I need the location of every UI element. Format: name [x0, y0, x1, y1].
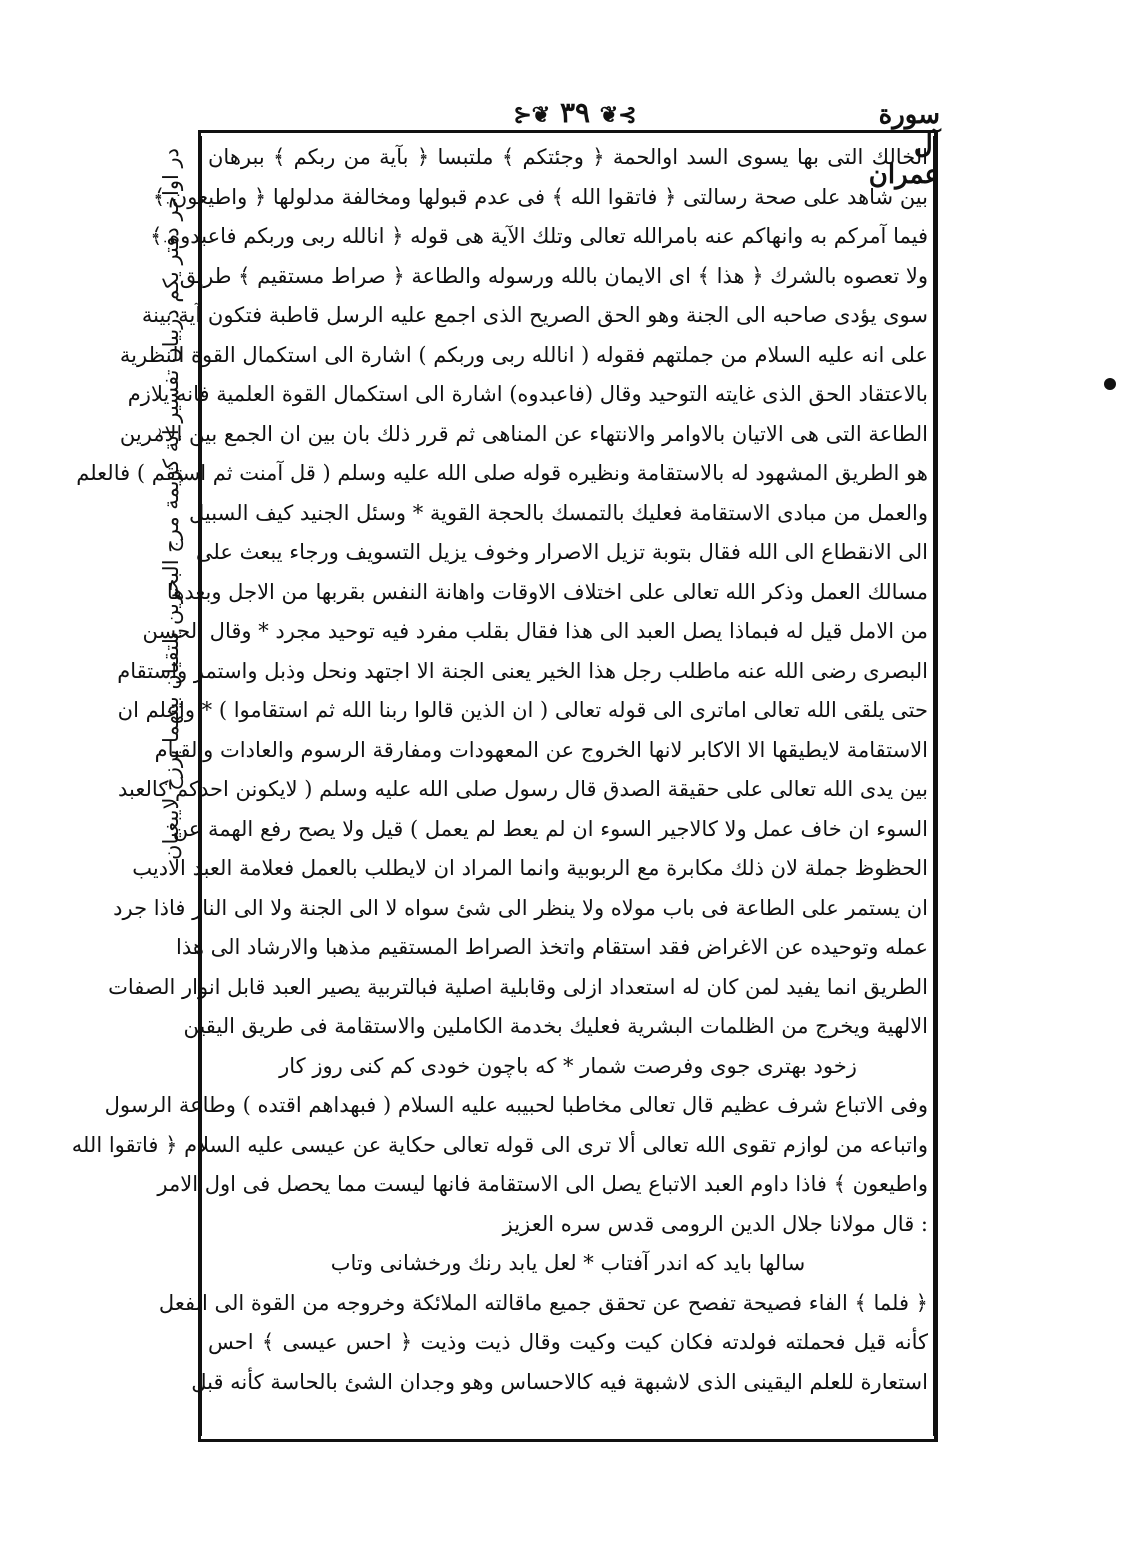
- text-line: استعارة للعلم اليقينى الذى لاشبهة فيه كالاحساس وهو وجدان الشئ بالحاسة كأنه قبل: [191, 1369, 928, 1394]
- text-line: البصرى رضى الله عنه ماطلب رجل هذا الخير يعنى الجنة الا اجتهد ونحل وذبل واستمر واستقام: [117, 658, 928, 683]
- persian-verse: زخود بهترى جوى وفرصت شمار * كه باچون خودى كم كنى روز كار: [279, 1053, 857, 1078]
- text-line: الالهية ويخرج من الظلمات البشرية فعليك بخدمة الكاملين والاستقامة فى طريق اليقين: [183, 1014, 928, 1038]
- text-line: الاستقامة لايطيقها الا الاكابر لانها الخروج عن المعهودات ومفارقة الرسوم والعادات والقيام: [154, 737, 928, 762]
- text-line: بالاعتقاد الحق الذى غايته التوحيد وقال (فاعبدوه) اشارة الى استكمال القوة العلمية فانه يلازم: [127, 382, 928, 406]
- text-line: فيما آمركم به وانهاكم عنه بامرالله تعالى وتلك الآية هى قوله ﴿ انالله ربى وربكم فاعبدوه ﴾: [150, 224, 928, 248]
- text-line: الحظوظ جملة لان ذلك مكابرة مع الربوبية وانما المراد ان لايطلب بالعمل فعلامة العبد الاديب: [132, 856, 928, 880]
- persian-verse: سالها بايد كه اندر آفتاب * لعل يابد رنك ورخشانى وتاب: [330, 1251, 806, 1275]
- text-line: واتباعه من لوازم تقوى الله تعالى ألا ترى الى قوله تعالى حكاية عن عيسى عليه السلام ﴿ فاتقوا الله: [71, 1132, 928, 1157]
- text-line: السوء ان خاف عمل ولا كالاجير السوء ان لم يعط لم يعمل ) قيل ولا يصح رفع الهمة عن: [172, 816, 928, 841]
- page-number-header: [500, 96, 650, 129]
- text-line: سوى يؤدى صاحبه الى الجنة وهو الحق الصريح الذى اجمع عليه الرسل قاطبة فتكون آية بينة: [141, 303, 928, 327]
- ornament-right-icon: ⊱❦: [513, 102, 551, 128]
- surah-title: سورة آل عمران: [868, 100, 940, 190]
- text-line: ولا تعصوه بالشرك ﴿ هذا ﴾ اى الايمان بالله ورسوله والطاعة ﴿ صراط مستقيم ﴾ طريق: [179, 263, 928, 288]
- text-line: عمله وتوحيده عن الاغراض فقد استقام واتخذ الصراط المستقيم مذهبا والارشاد الى هذا: [175, 935, 928, 959]
- text-line: بين يدى الله تعالى على حقيقة الصدق قال رسول صلى الله عليه وسلم ( لايكونن احدكم كالعبد: [118, 777, 928, 801]
- text-line: الى الانقطاع الى الله فقال بتوبة تزيل الاصرار وخوف يزيل التسويف ورجاء يبعث على: [195, 540, 928, 564]
- text-line: كأنه قيل فحملته فولدته فكان كيت وكيت وقال ذيت وذيت ﴿ احس عيسى ﴾ احس: [208, 1330, 928, 1354]
- text-line: الطريق انما يفيد لمن كان له استعداد ازلى وقابلية اصلية فبالتربية يصير العبد قابل انوار الصفات: [108, 974, 928, 999]
- text-line: مسالك العمل وذكر الله تعالى على اختلاف الاوقات واهانة النفس بقربها من الاجل وبعدها: [166, 579, 928, 604]
- text-line: بين شاهد على صحة رسالتى ﴿ فاتقوا الله ﴾ فى عدم قبولها ومخالفة مدلولها ﴿ واطيعون ﴾: [152, 184, 928, 209]
- text-line: على انه عليه السلام من جملتهم فقوله ( انالله ربى وربكم ) اشارة الى استكمال القوة النظرية: [119, 342, 928, 367]
- text-line: من الامل قيل له فبماذا يصل العبد الى هذا فقال بقلب مفرد فيه توحيد مجرد * وقال الحسن: [142, 619, 928, 643]
- ink-dot: [1104, 378, 1116, 390]
- text-line: الخالك التى بها يسوى السد اوالحمة ﴿ وجئتكم ﴾ ملتبسا ﴿ بآية من ربكم ﴾ ببرهان: [208, 145, 928, 169]
- text-line: ان يستمر على الطاعة فى باب مولاه ولا ينظر الى شئ سواه لا الى الجنة ولا الى النار فاذا جرد: [113, 895, 928, 920]
- margin-note: در اواخر دفتر يكم دربيان تفسير آية كريمة مرج البحرين يلتقيان بينهما برزخ لايبغيان: [159, 148, 183, 860]
- text-line: حتى يلقى الله تعالى اماترى الى قوله تعالى ( ان الذين قالوا ربنا الله ثم استقاموا ) * واعلم ان: [117, 698, 928, 722]
- text-line: وفى الاتباع شرف عظيم قال تعالى مخاطبا لحبيبه عليه السلام ( فبهداهم اقتده ) وطاعة الرسول: [104, 1093, 928, 1117]
- text-line: هو الطريق المشهود له بالاستقامة ونظيره قوله صلى الله عليه وسلم ( قل آمنت ثم استقم ) فالعلم: [76, 461, 928, 485]
- ornament-left-icon: ❦⊰: [599, 102, 637, 128]
- text-line: واطيعون ﴾ فاذا داوم العبد الاتباع يصل الى الاستقامة فانها ليست مما يحصل فى اول الامر: [157, 1172, 928, 1196]
- text-line: والعمل من مبادى الاستقامة فعليك بالتمسك بالحجة القوية * وسئل الجنيد كيف السبيل: [188, 500, 928, 525]
- text-line: ﴿ فلما ﴾ الفاء فصيحة تفصح عن تحقق جميع ماقالته الملائكة وخروجه من القوة الى الفعل: [158, 1290, 928, 1315]
- text-line: الطاعة التى هى الاتيان بالاوامر والانتهاء عن المناهى ثم قرر ذلك بان بين ان الجمع بين الامرين: [119, 421, 928, 446]
- page-number: ٣٩: [559, 96, 591, 129]
- text-line: : قال مولانا جلال الدين الرومى قدس سره العزيز: [502, 1211, 928, 1236]
